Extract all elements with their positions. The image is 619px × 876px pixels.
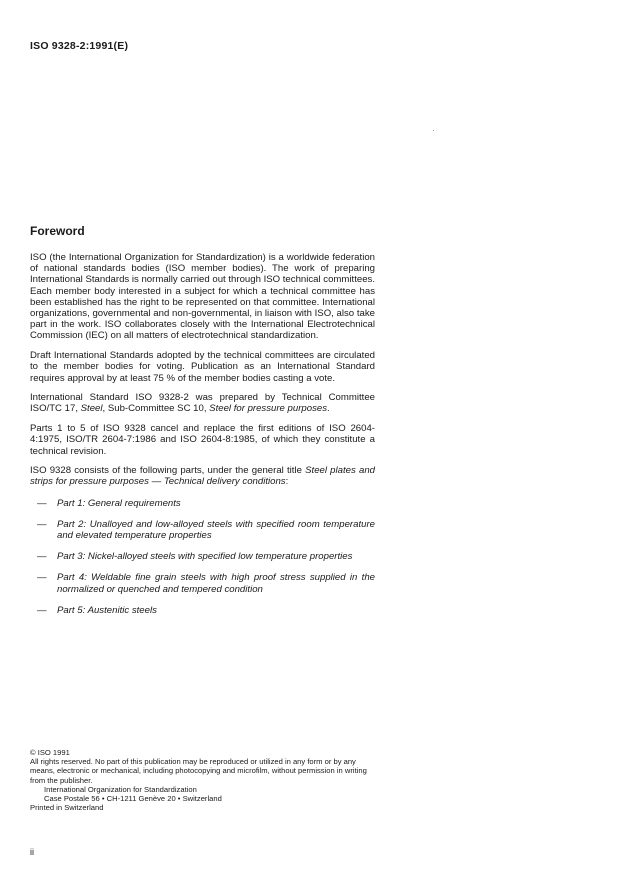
paragraph-draft-standards: Draft International Standards adopted by the technical committees are circulated to the member bodies for voting. Publication as an International Standard requires approval by at least 75 % of the member bodies casting a vote. xyxy=(30,350,375,384)
text-italic: Steel for pressure purposes xyxy=(209,403,328,415)
dash-bullet: — xyxy=(37,604,47,616)
list-item-text: Part 1: General requirements xyxy=(57,497,181,509)
foreword-body xyxy=(30,252,375,626)
page-number: ii xyxy=(30,847,34,857)
printed-in: Printed in Switzerland xyxy=(30,803,104,813)
text-segment: ISO 9328 consists of the following parts, under the general title xyxy=(30,465,306,477)
document-id-header: ISO 9328-2:1991(E) xyxy=(30,40,129,52)
list-item xyxy=(30,572,375,594)
dash-bullet: — xyxy=(37,551,47,563)
list-item-text: Part 2: Unalloyed and low-alloyed steels with specified room temperature and elevated temperature properties xyxy=(57,518,375,542)
text-segment: International Standard ISO 9328-2 was prepared by Technical Committee ISO/TC 17, xyxy=(30,392,375,415)
publisher-org: International Organization for Standardization xyxy=(44,784,197,794)
list-item xyxy=(30,498,375,509)
text-italic: Steel plates and strips for pressure purposes — Technical delivery conditions xyxy=(30,465,375,488)
paragraph-parts-intro xyxy=(30,465,375,487)
list-item xyxy=(30,605,375,616)
list-item-text: Part 5: Austenitic steels xyxy=(57,604,157,616)
list-item-text: Part 3: Nickel-alloyed steels with specified low temperature properties xyxy=(57,551,353,563)
scan-speck xyxy=(433,130,434,131)
dash-bullet: — xyxy=(37,497,47,509)
paragraph-iso-intro: ISO (the International Organization for Standardization) is a worldwide federation of national standards bodies (ISO member bodies). The work of preparing International Standards is normally carried out through ISO technical committees. Each member body interested in a subject for which a technical committee has been established has the right to be represented on that committee. International organizations, governmental and non-governmental, in liaison with ISO, also take part in the work. ISO collaborates closely with the International Electrotechnical Commission (IEC) on all matters of electrotechnical standardization. xyxy=(30,252,376,342)
list-item-text: Part 4: Weldable fine grain steels with high proof stress supplied in the normalized or quenched and tempered condition xyxy=(57,572,375,595)
foreword-heading: Foreword xyxy=(30,224,85,238)
text-segment: , Sub-Committee SC 10, xyxy=(102,403,210,415)
paragraph-cancel-replace: Parts 1 to 5 of ISO 9328 cancel and replace the first editions of ISO 2604-4:1975, ISO/TR 2604-7:1986 and ISO 2604-8:1985, of which they constitute a technical revision. xyxy=(30,423,375,457)
text-segment: : xyxy=(285,476,289,488)
parts-list xyxy=(30,498,375,616)
list-item xyxy=(30,519,375,541)
publisher-address: Case Postale 56 • CH-1211 Genève 20 • Switzerland xyxy=(44,794,222,804)
copyright-line: © ISO 1991 xyxy=(30,748,70,757)
list-item xyxy=(30,551,375,562)
dash-bullet: — xyxy=(37,518,47,530)
paragraph-prepared-by xyxy=(30,392,375,414)
dash-bullet: — xyxy=(37,572,47,584)
rights-statement: All rights reserved. No part of this publication may be reproduced or utilized in any form or by any means, electronic or mechanical, including photocopying and microfilm, without permission in writing from the publisher. xyxy=(30,757,367,785)
text-segment: . xyxy=(327,403,330,415)
text-italic: Steel xyxy=(80,403,103,415)
copyright-block xyxy=(30,748,375,812)
